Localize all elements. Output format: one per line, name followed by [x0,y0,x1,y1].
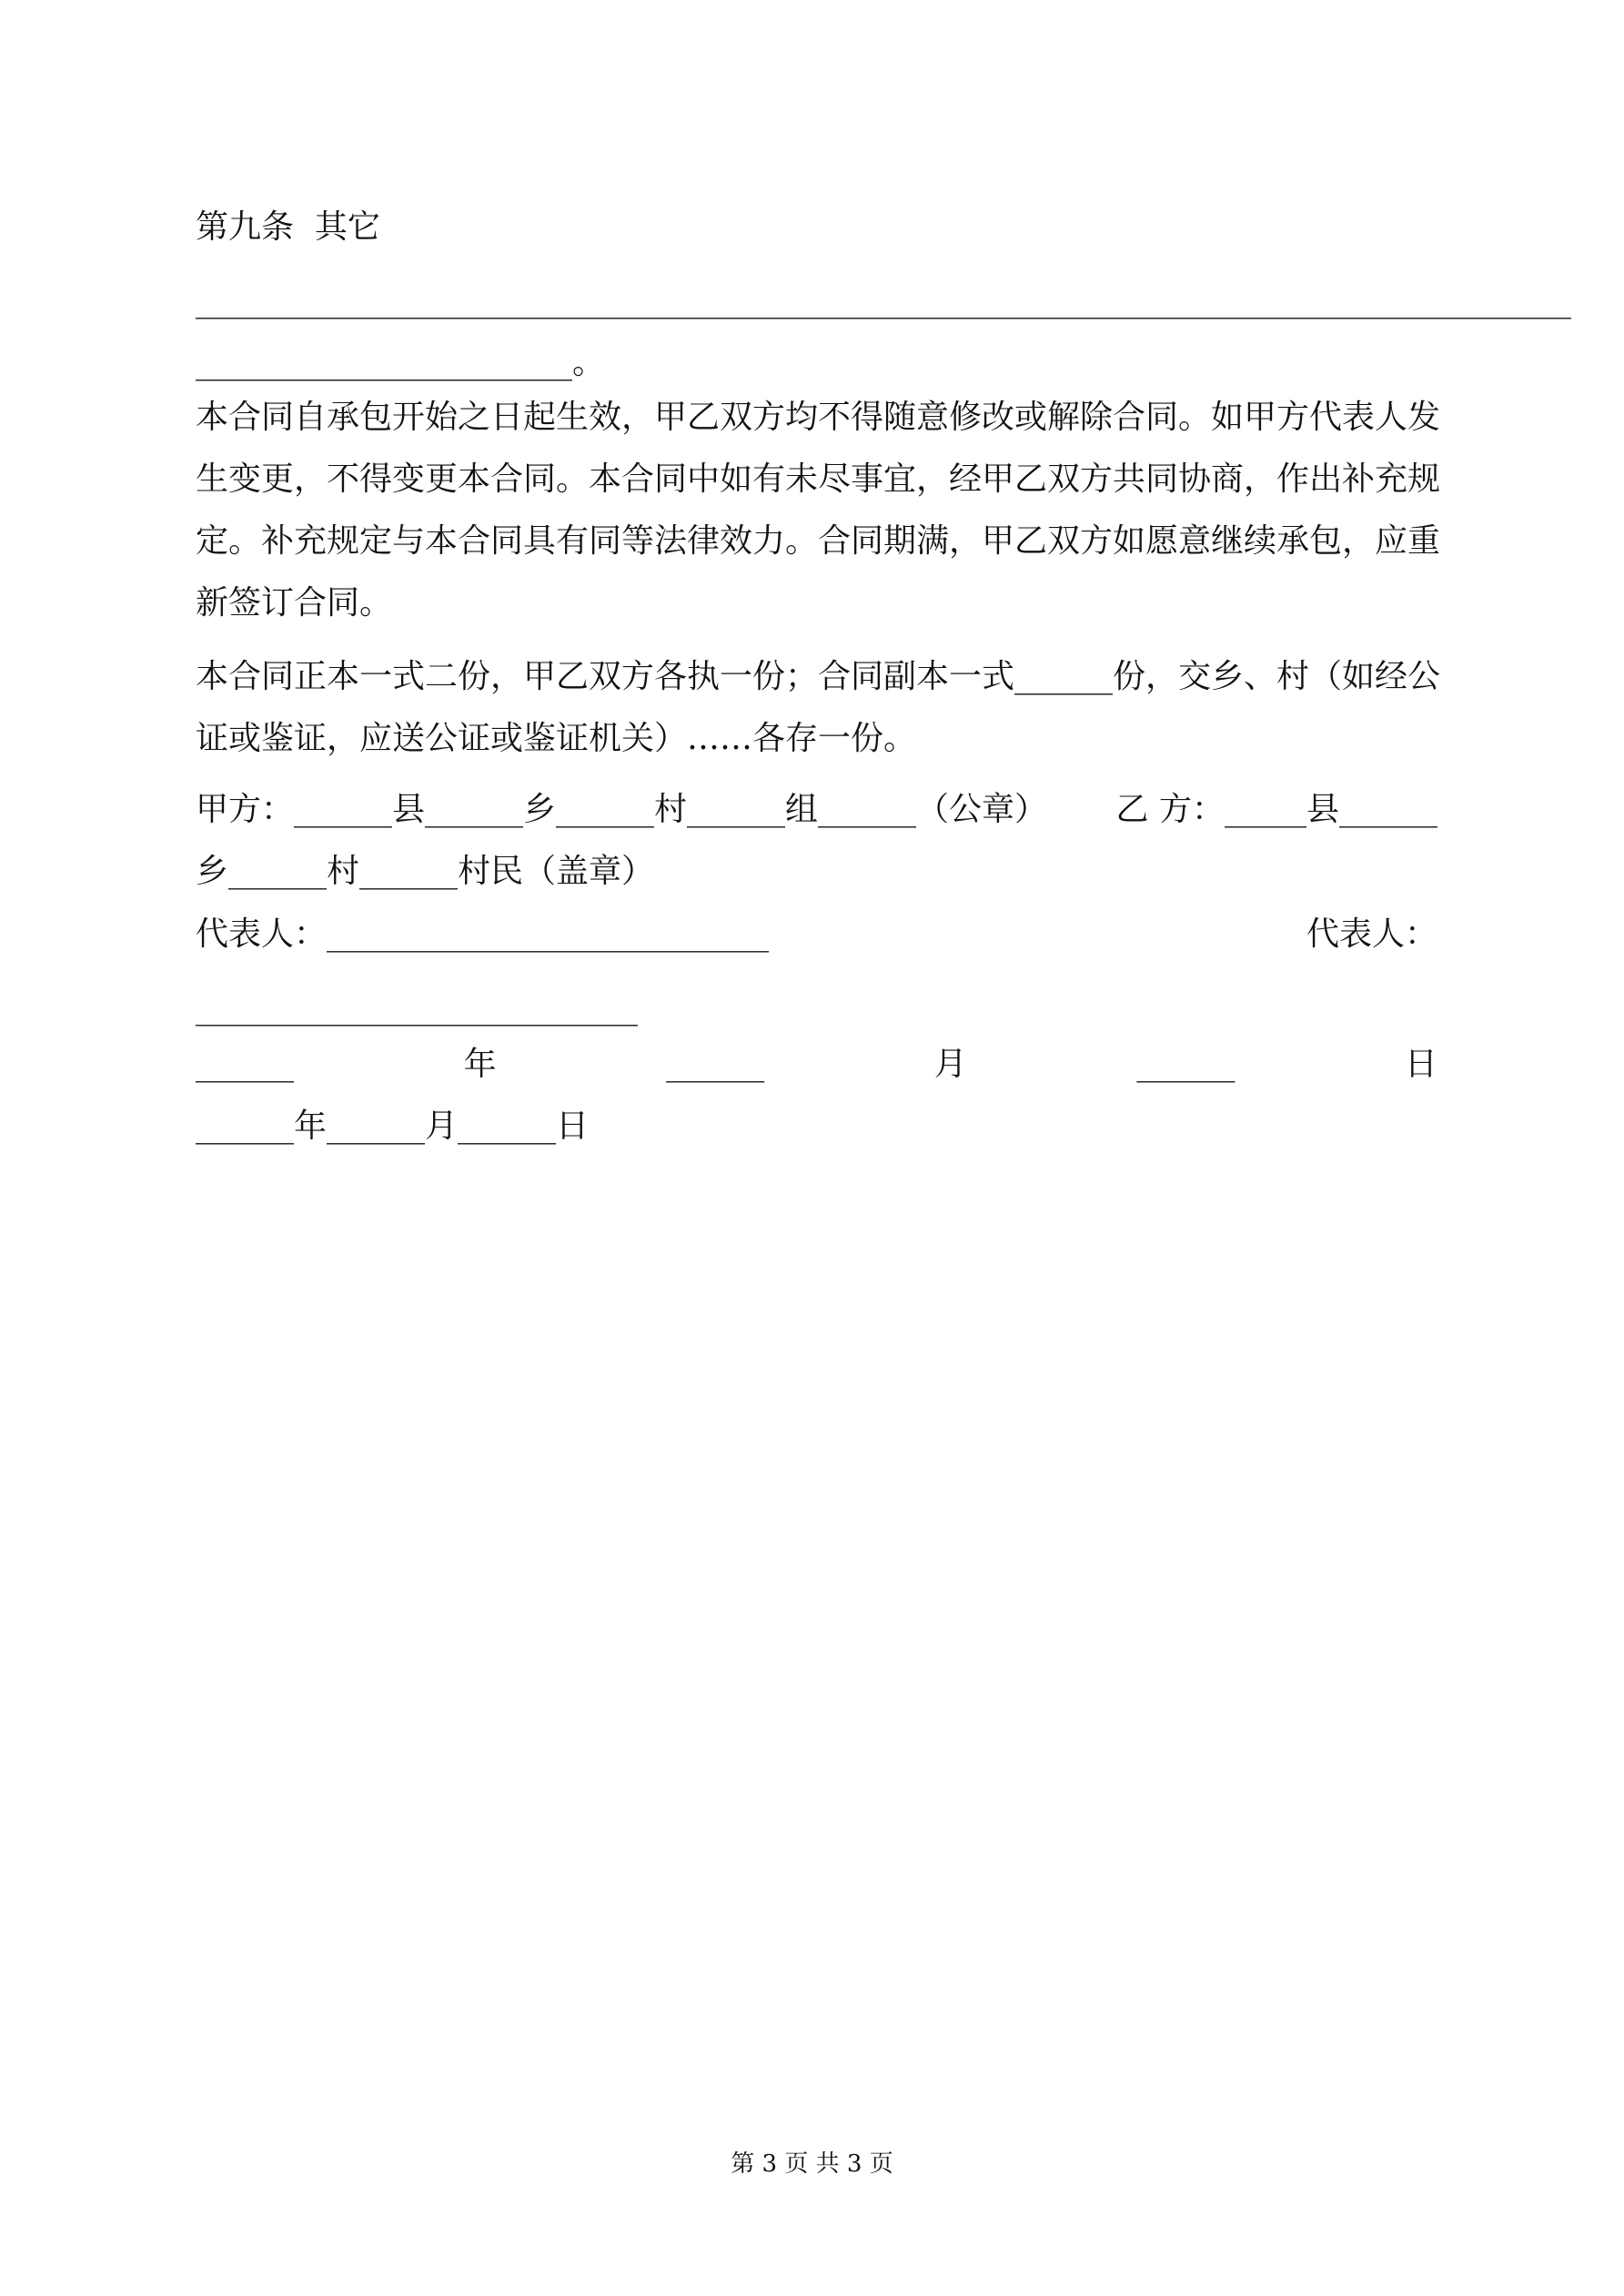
representative-a: 代表人：___________________________ [196,915,770,953]
party-line [196,790,1437,830]
paragraph-1-line-3: 定。补充规定与本合同具有同等法律效力。合同期满，甲乙双方如愿意继续承包，应重 [196,522,1441,560]
party-b-continued: 乡______村______村民（盖章） [196,853,655,890]
date-a-year-label: 年 [463,1046,497,1083]
party-a: 甲方：______县______乡______村______组______（公章） [196,791,1048,828]
representative-b-blank: ___________________________ [196,989,638,1027]
party-b-start: 乙 方：_____县______ [1115,791,1437,828]
paragraph-2-line-1: 本合同正本一式二份，甲乙双方各执一份；合同副本一式______份，交乡、村（如经公 [196,658,1441,695]
date-a-day-blank: ______ [1136,1046,1236,1083]
paragraph-1-line-4: 新签订合同。 [196,584,393,622]
blank-line-2: _______________________。 [196,344,605,381]
date-a-month-label: 月 [933,1046,967,1083]
paragraph-1-line-2: 生变更，不得变更本合同。本合同中如有未尽事宜，经甲乙双方共同协商，作出补充规 [196,460,1441,498]
paragraph-1-line-1: 本合同自承包开始之日起生效，甲乙双方均不得随意修改或解除合同。如甲方代表人发 [196,399,1441,436]
blank-line-1: ____________________________________________________________________________________ [196,282,1571,319]
date-line-b: ______年______月______日 [196,1108,589,1145]
date-a-day-label: 日 [1404,1046,1437,1083]
date-line-a [196,1045,1437,1085]
paragraph-2-line-2: 证或鉴证，应送公证或鉴证机关）……各存一份。 [196,720,917,757]
representative-b: 代表人： [1306,915,1437,953]
date-a-month-blank: ______ [666,1046,765,1083]
date-a-year-blank: ______ [196,1046,294,1083]
representative-line [196,915,1437,955]
page-indicator: 第 3 页 共 3 页 [731,2150,893,2178]
section-heading: 第九条 其它 [196,208,380,246]
